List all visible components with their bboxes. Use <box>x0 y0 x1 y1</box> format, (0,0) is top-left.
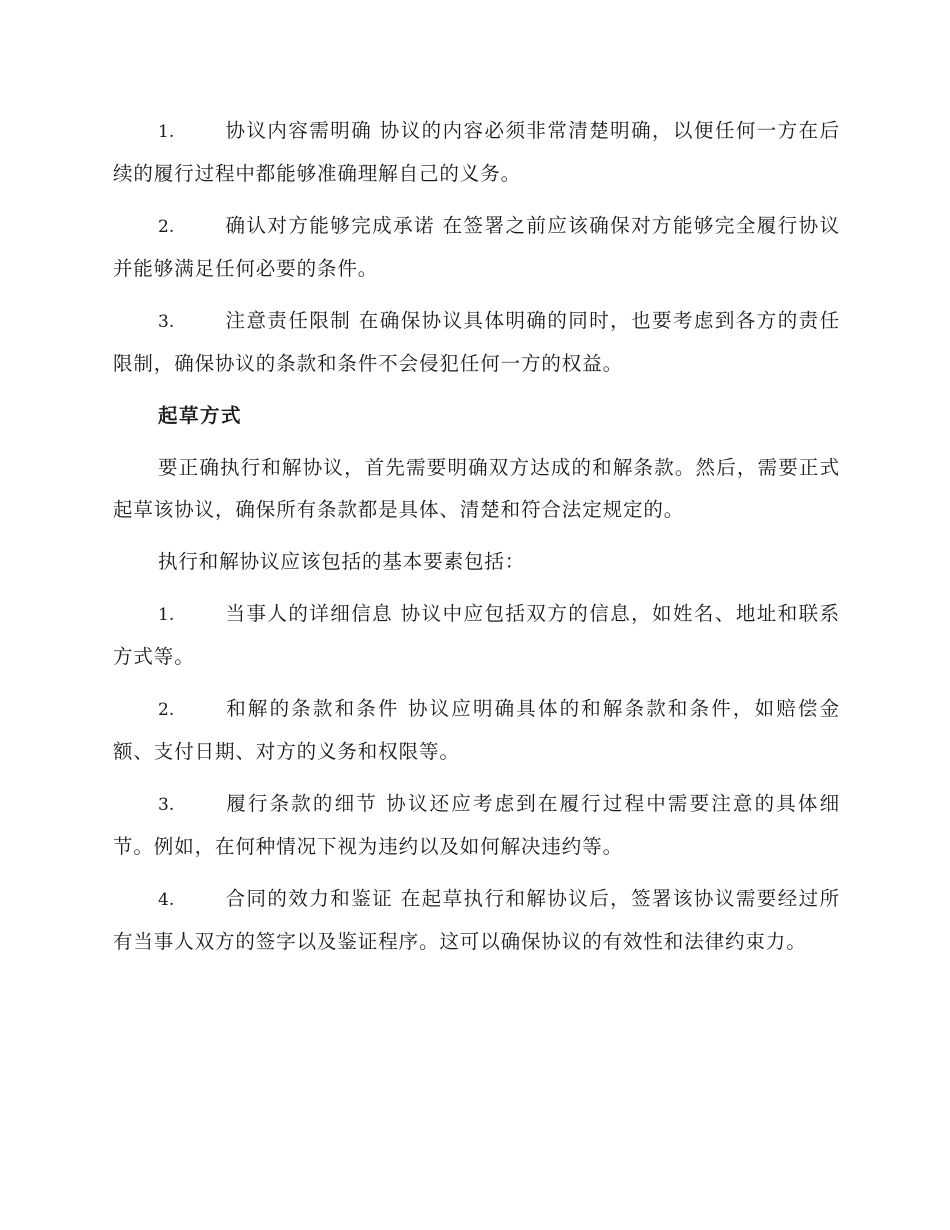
list-item <box>113 110 840 195</box>
list-item-number: 2. <box>158 217 175 237</box>
list-item-text: 履行条款的细节 协议还应考虑到在履行过程中需要注意的具体细节。例如，在何种情况下视为违约以及如何解决违约等。 <box>113 792 840 858</box>
body-paragraph: 要正确执行和解协议，首先需要明确双方达成的和解条款。然后，需要正式起草该协议，确保所有条款都是具体、清楚和符合法定规定的。 <box>113 456 840 521</box>
list-item <box>113 878 840 963</box>
list-item-text: 当事人的详细信息 协议中应包括双方的信息，如姓名、地址和联系方式等。 <box>113 602 840 668</box>
section-heading: 起草方式 <box>158 404 243 427</box>
body-paragraph: 执行和解协议应该包括的基本要素包括： <box>158 550 526 573</box>
list-item-text: 和解的条款和条件 协议应明确具体的和解条款和条件，如赔偿金额、支付日期、对方的义务和权限等。 <box>113 697 840 763</box>
list-item-number: 4. <box>158 890 175 910</box>
list-item <box>113 783 840 868</box>
list-item <box>113 205 840 290</box>
list-item-number: 2. <box>158 700 175 720</box>
list-item <box>113 688 840 773</box>
list-item-text: 注意责任限制 在确保协议具体明确的同时，也要考虑到各方的责任限制，确保协议的条款和条件不会侵犯任何一方的权益。 <box>113 309 840 375</box>
list-item-number: 3. <box>158 795 175 815</box>
list-item-text: 协议内容需明确 协议的内容必须非常清楚明确，以便任何一方在后续的履行过程中都能够准确理解自己的义务。 <box>113 119 840 185</box>
list-item-text: 合同的效力和鉴证 在起草执行和解协议后，签署该协议需要经过所有当事人双方的签字以及鉴证程序。这可以确保协议的有效性和法律约束力。 <box>113 887 840 953</box>
document-body <box>113 110 840 973</box>
list-item <box>113 593 840 678</box>
list-item-number: 1. <box>158 122 175 142</box>
list-item-text: 确认对方能够完成承诺 在签署之前应该确保对方能够完全履行协议并能够满足任何必要的条件。 <box>113 214 840 280</box>
list-item-number: 1. <box>158 605 175 625</box>
list-item <box>113 300 840 385</box>
list-item-number: 3. <box>158 312 175 332</box>
